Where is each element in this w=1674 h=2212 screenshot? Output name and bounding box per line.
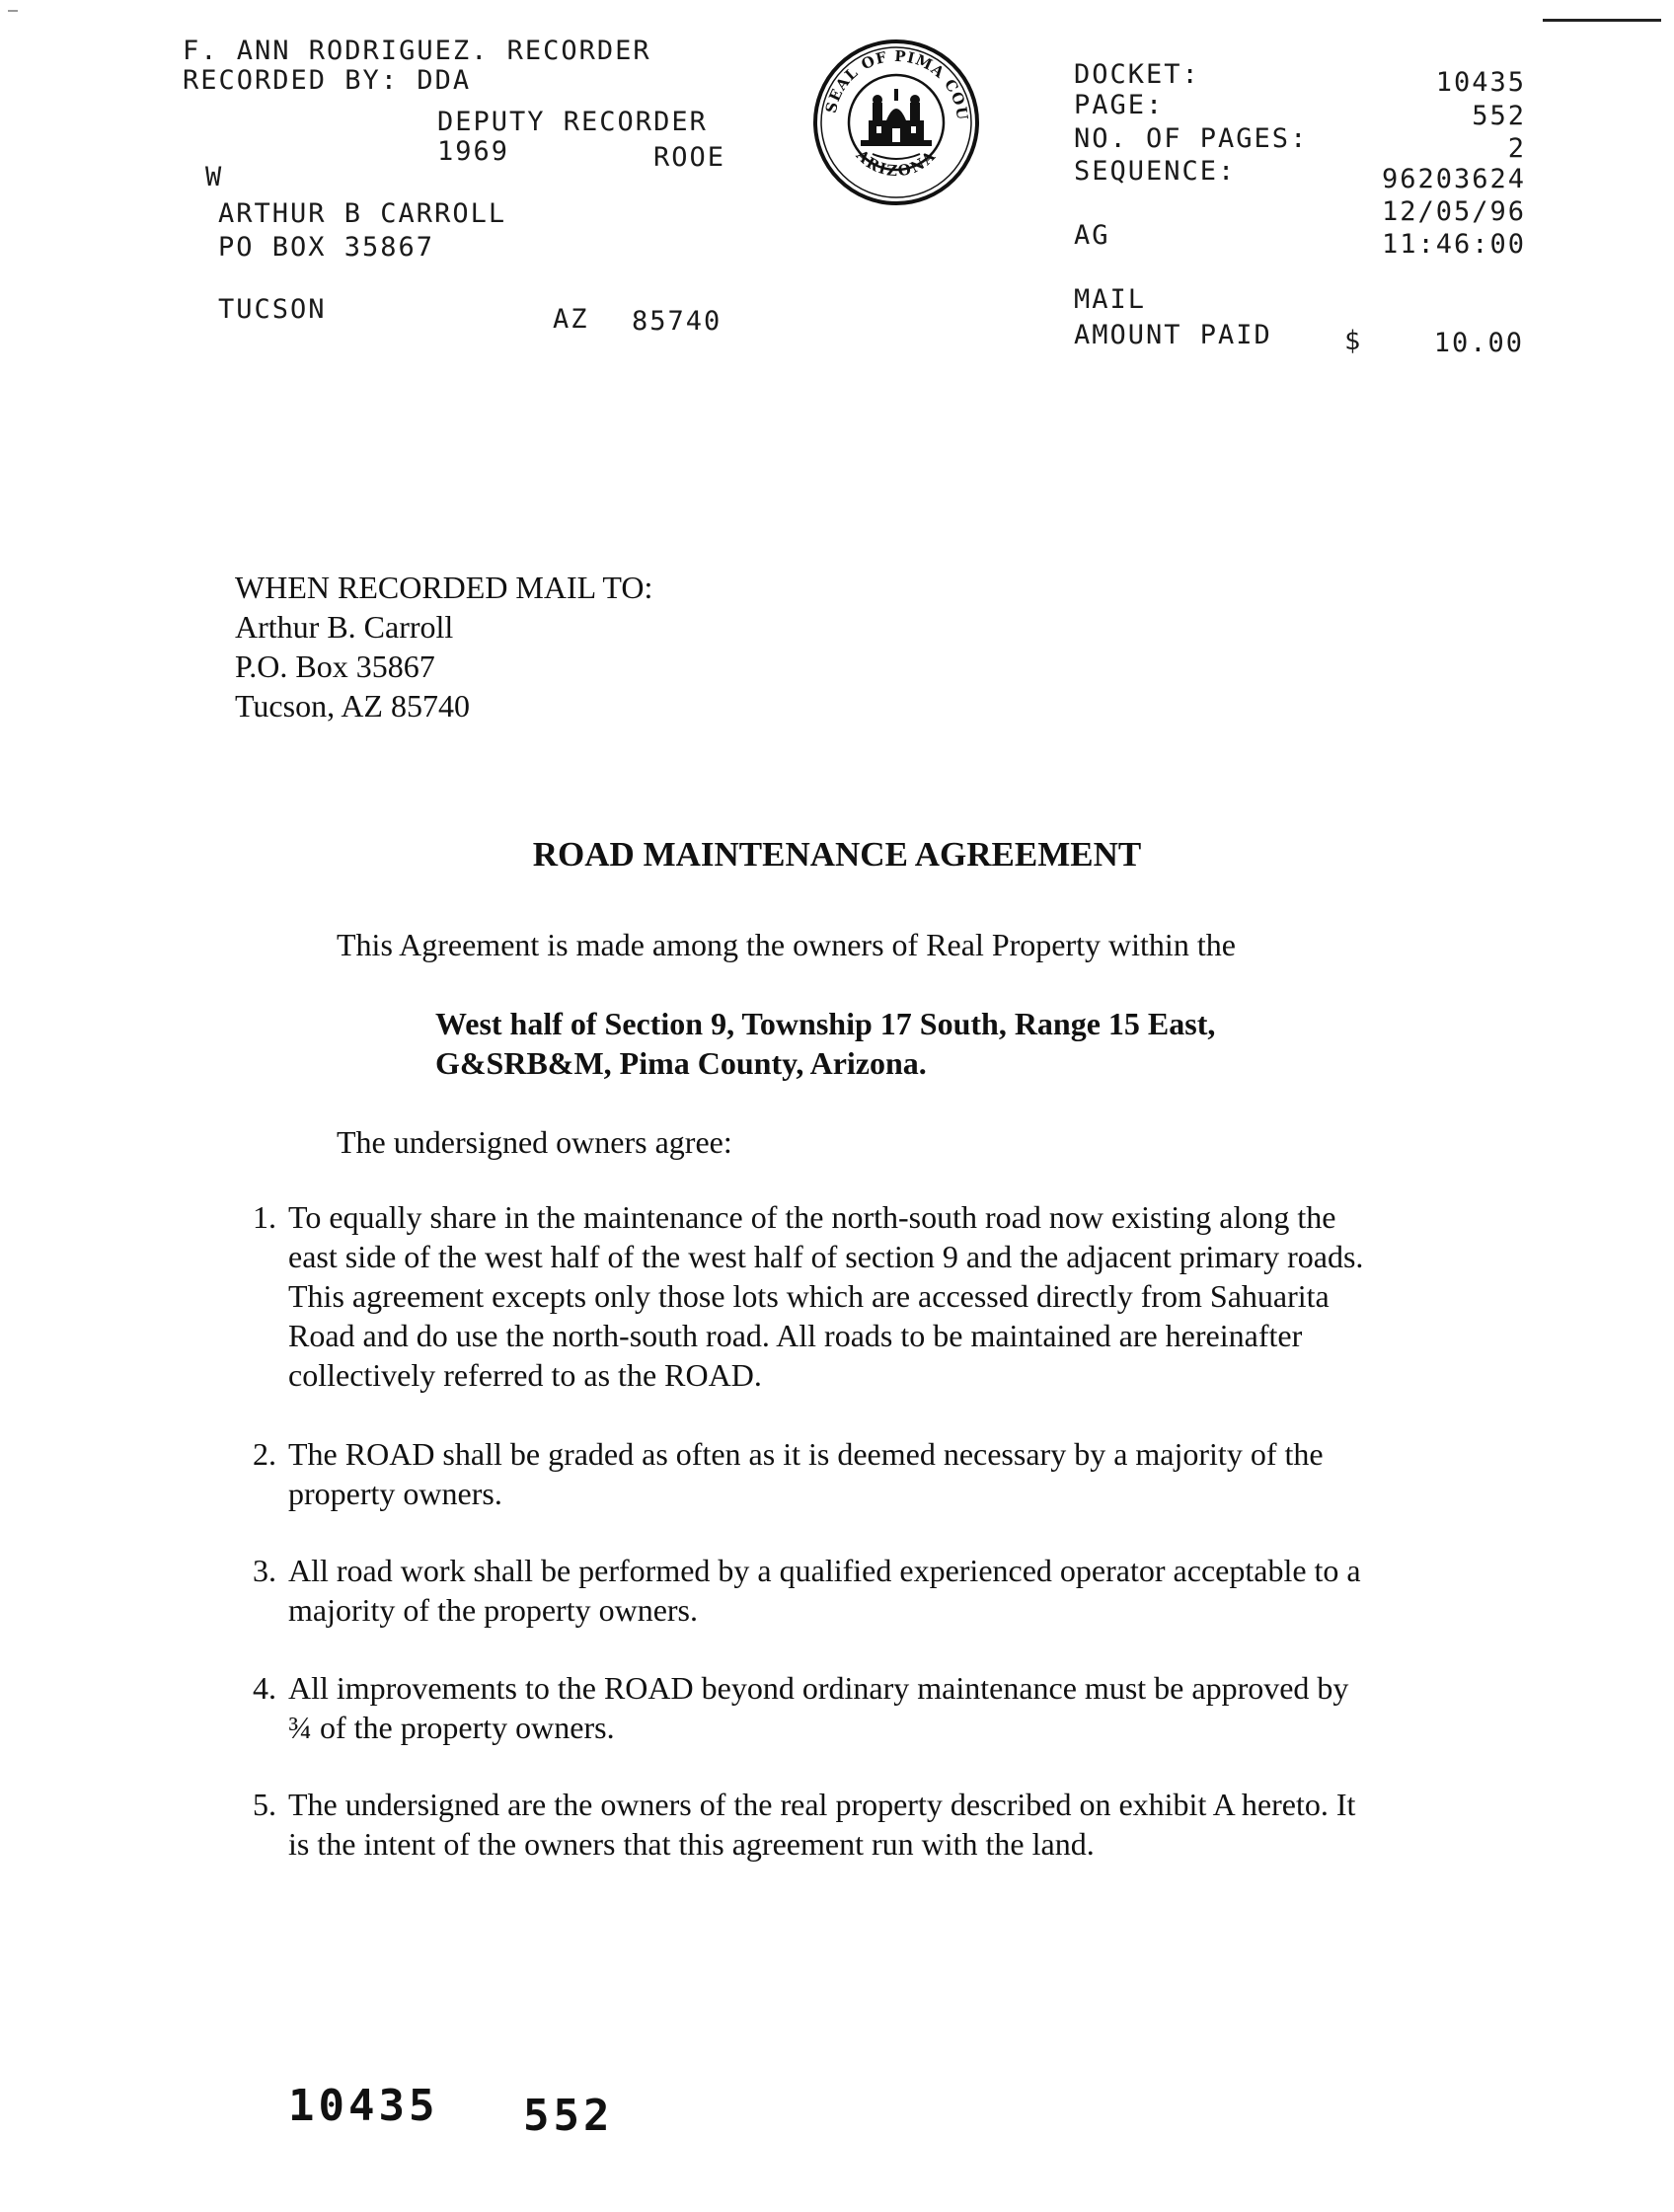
svg-text:THE SEAL OF PIMA COUNTY	[811, 38, 971, 121]
addressee-city: TUCSON	[218, 294, 327, 325]
item-line: ¾ of the property owners.	[288, 1710, 615, 1745]
pages-value: 2	[1507, 133, 1526, 164]
seal-bottom-text: ARIZONA	[852, 146, 941, 181]
mail-to-box: P.O. Box 35867	[235, 648, 435, 684]
mail-to-heading: WHEN RECORDED MAIL TO:	[235, 570, 653, 605]
item-text	[288, 1197, 1423, 1395]
recorder-line-2: RECORDED BY: DDA	[183, 65, 472, 96]
corner-mark	[8, 10, 18, 12]
addressee-zip: 85740	[632, 306, 723, 337]
mail-to-name: Arthur B. Carroll	[235, 609, 454, 645]
amount-value: 10.00	[1433, 328, 1524, 358]
recorder-code: ROOE	[653, 142, 726, 173]
item-line: collectively referred to as the ROAD.	[288, 1357, 762, 1393]
location-line-1: West half of Section 9, Township 17 South, Range 15 East,	[435, 1006, 1216, 1041]
agree-line: The undersigned owners agree:	[337, 1124, 732, 1160]
mail-label: MAIL	[1074, 284, 1147, 315]
page-value: 552	[1472, 101, 1526, 131]
footer-page-stamp: 552	[523, 2091, 614, 2141]
item-text	[288, 1434, 1423, 1513]
item-line: majority of the property owners.	[288, 1592, 698, 1628]
recorder-line-3: DEPUTY RECORDER	[437, 107, 708, 137]
item-line: is the intent of the owners that this agreement run with the land.	[288, 1826, 1095, 1862]
item-line: east side of the west half of the west half of section 9 and the adjacent primary roads.	[288, 1239, 1364, 1274]
docket-value: 10435	[1435, 67, 1526, 98]
recorder-number: 1969	[437, 136, 510, 167]
item-line: The ROAD shall be graded as often as it is deemed necessary by a majority of the	[288, 1436, 1324, 1472]
item-text	[288, 1668, 1423, 1747]
item-number: 5.	[253, 1787, 276, 1822]
ag-code: AG	[1074, 220, 1110, 251]
addressee-name: ARTHUR B CARROLL	[218, 198, 507, 229]
item-line: To equally share in the maintenance of the north-south road now existing along the	[288, 1199, 1336, 1235]
recorder-w: W	[205, 162, 224, 192]
footer-docket-stamp: 10435	[288, 2081, 439, 2131]
agreement-intro: This Agreement is made among the owners of Real Property within the	[337, 927, 1236, 962]
item-number: 1.	[253, 1199, 276, 1235]
sequence-value: 96203624	[1381, 164, 1526, 194]
item-line: The undersigned are the owners of the real property described on exhibit A hereto. It	[288, 1787, 1356, 1822]
item-line: All improvements to the ROAD beyond ordinary maintenance must be approved by	[288, 1670, 1349, 1706]
location-line-2: G&SRB&M, Pima County, Arizona.	[435, 1045, 927, 1081]
item-line: property owners.	[288, 1476, 502, 1511]
seal-top-text: SEAL OF PIMA COU	[821, 46, 972, 122]
county-seal-icon	[811, 38, 981, 207]
item-number: 2.	[253, 1436, 276, 1472]
addressee-box: PO BOX 35867	[218, 232, 435, 263]
sequence-label: SEQUENCE:	[1074, 156, 1237, 187]
record-time: 11:46:00	[1381, 229, 1526, 260]
document-title: ROAD MAINTENANCE AGREEMENT	[532, 835, 1142, 874]
item-line: Road and do use the north-south road. All roads to be maintained are hereinafter	[288, 1318, 1303, 1353]
item-number: 3.	[253, 1553, 276, 1588]
mail-to-block	[235, 568, 652, 725]
amount-label: AMOUNT PAID	[1074, 320, 1272, 350]
addressee-state: AZ	[553, 304, 589, 335]
item-line: This agreement excepts only those lots which are accessed directly from Sahuarita	[288, 1278, 1330, 1314]
pages-label: NO. OF PAGES:	[1074, 123, 1309, 154]
page-label: PAGE:	[1074, 90, 1165, 120]
mail-to-city: Tucson, AZ 85740	[235, 688, 470, 724]
item-text	[288, 1785, 1423, 1864]
docket-label: DOCKET:	[1074, 59, 1200, 90]
currency-symbol: $	[1344, 326, 1363, 356]
corner-line	[1543, 19, 1661, 22]
item-line: All road work shall be performed by a qualified experienced operator acceptable to a	[288, 1553, 1361, 1588]
svg-text:ARIZONA	[852, 146, 940, 181]
item-text	[288, 1551, 1423, 1630]
item-number: 4.	[253, 1670, 276, 1706]
record-date: 12/05/96	[1381, 196, 1526, 227]
recorder-line-1: F. ANN RODRIGUEZ. RECORDER	[183, 36, 651, 66]
